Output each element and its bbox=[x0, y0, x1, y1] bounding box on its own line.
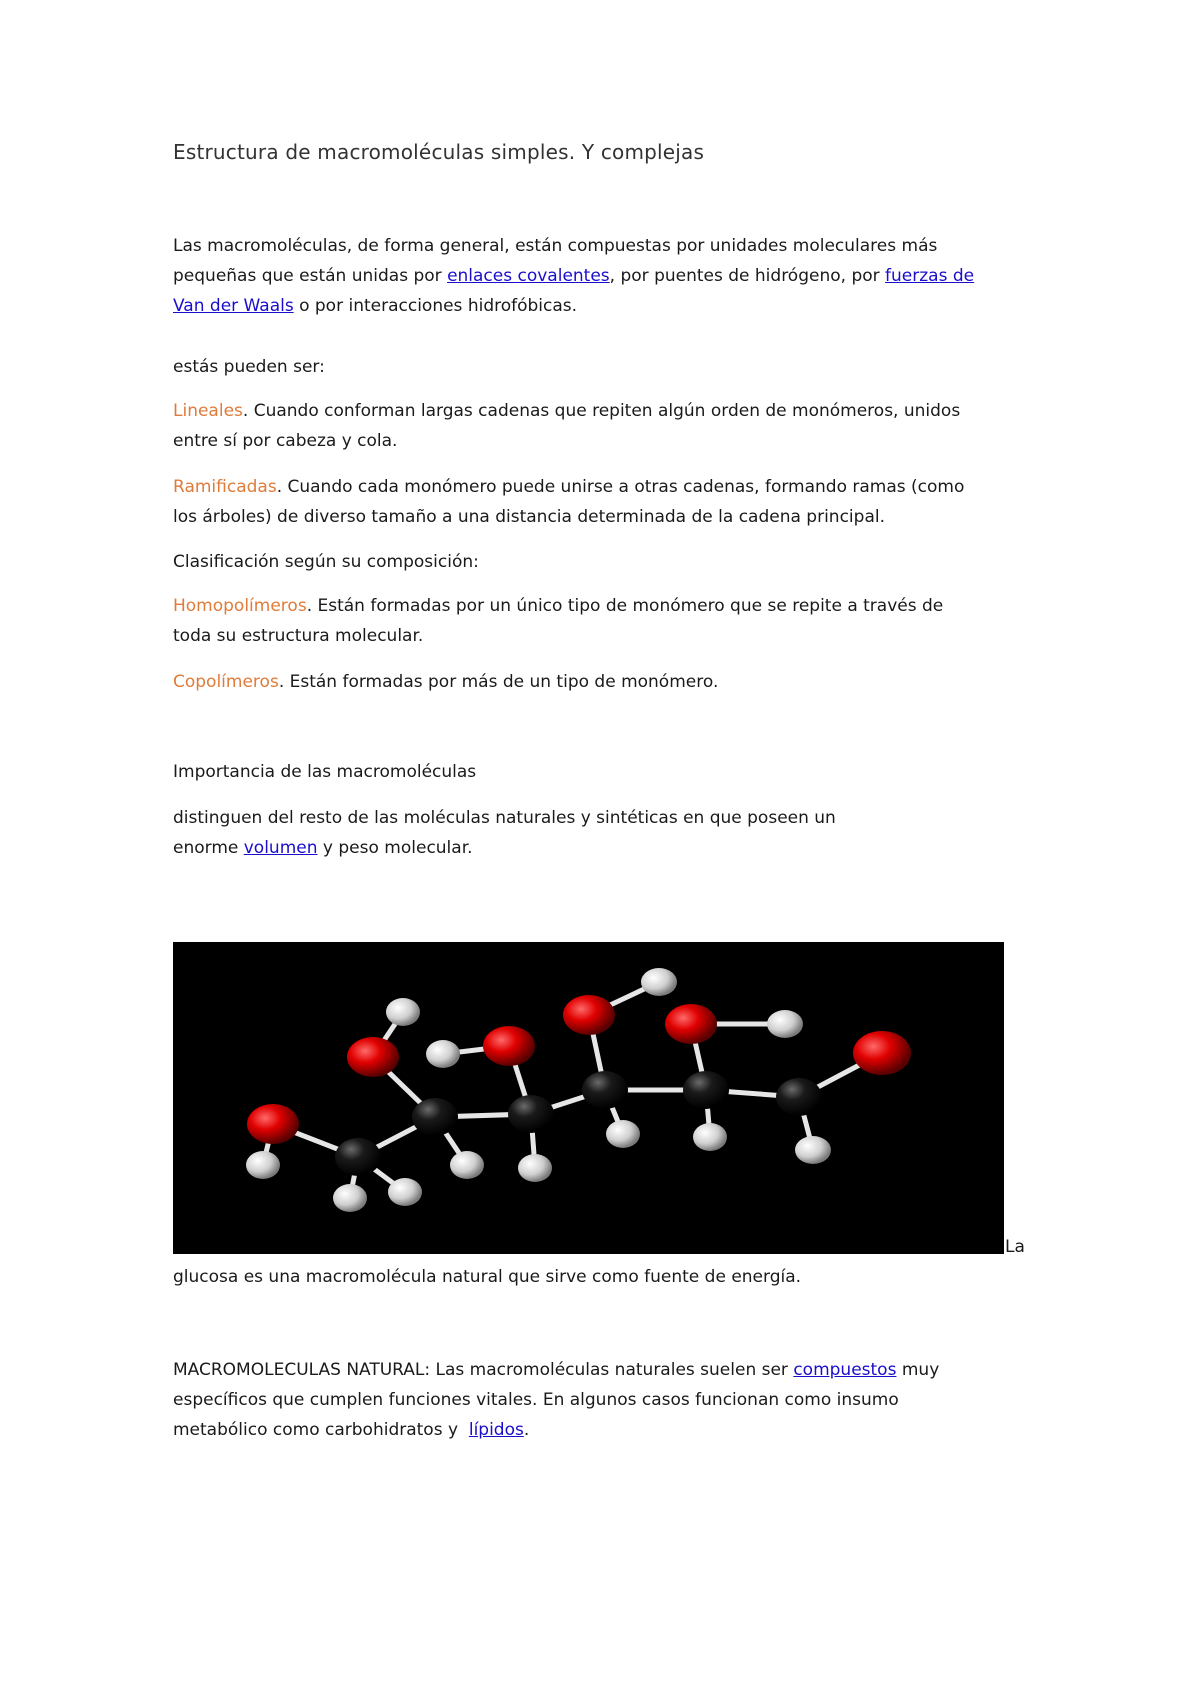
pueden-ser-label: estás pueden ser: bbox=[173, 357, 325, 377]
link-volumen[interactable]: volumen bbox=[243, 838, 318, 858]
copolimeros-text: . Están formadas por más de un tipo de monómero. bbox=[278, 672, 719, 692]
natural-text: metabólico como carbohidratos y bbox=[173, 1420, 469, 1440]
link-fuerzas-de[interactable]: fuerzas de bbox=[885, 266, 975, 286]
natural-text: . bbox=[523, 1420, 530, 1440]
term-ramificadas: Ramificadas bbox=[173, 477, 277, 497]
homopolimeros-line-1 bbox=[173, 591, 1033, 621]
link-lipidos[interactable]: lípidos bbox=[468, 1420, 524, 1440]
caption-tail: La bbox=[1005, 1237, 1025, 1257]
glucose-molecule-image bbox=[173, 942, 1004, 1254]
lineales-text: . Cuando conforman largas cadenas que repiten algún orden de monómeros, unidos bbox=[242, 401, 961, 421]
natural-line-2: específicos que cumplen funciones vitales. En algunos casos funcionan como insumo bbox=[173, 1390, 899, 1410]
lineales-line-2: entre sí por cabeza y cola. bbox=[173, 431, 398, 451]
link-compuestos[interactable]: compuestos bbox=[793, 1360, 897, 1380]
lineales-line-1 bbox=[173, 396, 1033, 426]
clasificacion-heading: Clasificación según su composición: bbox=[173, 552, 479, 572]
copolimeros-paragraph bbox=[173, 667, 1033, 697]
molecule-model-illustration bbox=[173, 942, 1004, 1254]
oxygen-atoms bbox=[247, 995, 911, 1144]
intro-line-3 bbox=[173, 291, 1033, 321]
homopolimeros-paragraph bbox=[173, 591, 1033, 651]
importancia-text: enorme bbox=[173, 838, 244, 858]
importancia-heading: Importancia de las macromoléculas bbox=[173, 762, 477, 782]
ramificadas-line-1 bbox=[173, 472, 1033, 502]
homopolimeros-text: . Están formadas por un único tipo de monómero que se repite a través de bbox=[306, 596, 944, 616]
intro-line-2 bbox=[173, 261, 1033, 291]
link-enlaces-covalentes[interactable]: enlaces covalentes bbox=[447, 266, 610, 286]
ramificadas-paragraph bbox=[173, 472, 1033, 532]
natural-text: muy bbox=[896, 1360, 940, 1380]
term-homopolimeros: Homopolímeros bbox=[173, 596, 307, 616]
intro-text: pequeñas que están unidas por bbox=[173, 266, 448, 286]
importancia-line-1: distinguen del resto de las moléculas naturales y sintéticas en que poseen un bbox=[173, 808, 836, 828]
link-van-der-waals[interactable]: Van der Waals bbox=[173, 296, 294, 316]
importancia-line-2 bbox=[173, 833, 1033, 863]
ramificadas-line-2: los árboles) de diverso tamaño a una distancia determinada de la cadena principal. bbox=[173, 507, 885, 527]
carbon-atoms bbox=[335, 1071, 822, 1176]
natural-text: MACROMOLECULAS NATURAL: Las macromoléculas naturales suelen ser bbox=[173, 1360, 794, 1380]
document-title: Estructura de macromoléculas simples. Y complejas bbox=[173, 140, 705, 164]
natural-paragraph bbox=[173, 1355, 1033, 1445]
term-lineales: Lineales bbox=[173, 401, 243, 421]
natural-line-3 bbox=[173, 1415, 1033, 1445]
term-copolimeros: Copolímeros bbox=[173, 672, 279, 692]
natural-line-1 bbox=[173, 1355, 1033, 1385]
ramificadas-text: . Cuando cada monómero puede unirse a otras cadenas, formando ramas (como bbox=[276, 477, 965, 497]
intro-text: , por puentes de hidrógeno, por bbox=[609, 266, 886, 286]
homopolimeros-line-2: toda su estructura molecular. bbox=[173, 626, 424, 646]
intro-line-1: Las macromoléculas, de forma general, están compuestas por unidades moleculares más bbox=[173, 236, 938, 256]
copolimeros-line-1 bbox=[173, 667, 1033, 697]
image-caption: glucosa es una macromolécula natural que sirve como fuente de energía. bbox=[173, 1267, 802, 1287]
importancia-text: y peso molecular. bbox=[317, 838, 473, 858]
importancia-paragraph bbox=[173, 803, 1033, 863]
hydrogen-atoms bbox=[246, 968, 831, 1212]
intro-paragraph bbox=[173, 231, 1033, 321]
lineales-paragraph bbox=[173, 396, 1033, 456]
intro-text: o por interacciones hidrofóbicas. bbox=[293, 296, 578, 316]
